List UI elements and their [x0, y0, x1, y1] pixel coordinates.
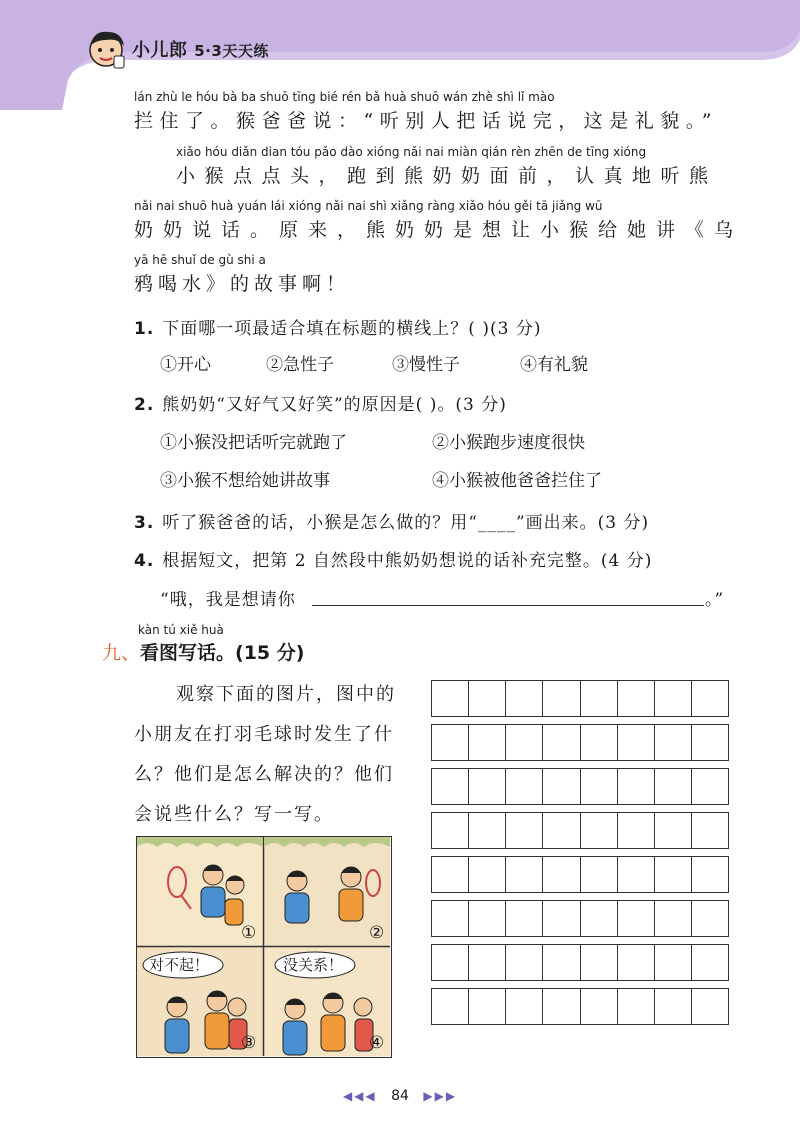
prompt-line-4: 会说些什么？写一写。	[134, 804, 334, 825]
passage-pinyin-3: nǎi nai shuō huà yuán lái xióng nǎi nai shì xiǎng ràng xiǎo hóu gěi tā jiǎng wū	[134, 199, 603, 213]
question-2	[134, 390, 507, 415]
section9-pinyin: kàn tú xiě huà	[138, 623, 224, 637]
q1-option-b[interactable]: ②急性子	[266, 355, 334, 375]
grid-row[interactable]	[431, 680, 729, 717]
page-footer	[0, 1088, 800, 1104]
page-number: 84	[391, 1088, 409, 1104]
brand-title	[132, 36, 269, 62]
q2-option-c[interactable]: ③小猴不想给她讲故事	[160, 471, 330, 491]
question-4	[134, 546, 652, 571]
panel-number-1: ①	[241, 923, 257, 943]
mascot-icon	[84, 26, 128, 74]
grid-row[interactable]	[431, 944, 729, 981]
q4-answer-line[interactable]	[312, 605, 704, 606]
q4-fill-end: 。”	[705, 590, 725, 610]
speech-bubble-sorry: 对不起！	[149, 956, 210, 974]
question-3	[134, 508, 649, 533]
question-3-text: 听了猴爸爸的话，小猴是怎么做的？用“____”画出来。(3 分)	[162, 513, 650, 533]
prev-arrows-icon: ◀◀◀	[342, 1089, 377, 1103]
section9-title: 看图写话。(15 分)	[140, 642, 305, 664]
question-3-number: 3.	[134, 513, 155, 533]
passage-line-1: 拦住了。猴爸爸说：“听别人把话说完，这是礼貌。”	[134, 110, 718, 132]
question-1-number: 1.	[134, 319, 155, 339]
prompt-line-3: 么？他们是怎么解决的？他们	[134, 764, 394, 785]
question-2-text: 熊奶奶“又好气又好笑”的原因是( )。(3 分)	[162, 395, 507, 415]
next-arrows-icon: ▶▶▶	[423, 1089, 458, 1103]
q4-fill-start: “哦，我是想请你	[160, 590, 296, 610]
brand-logo	[84, 26, 294, 76]
prompt-line-2: 小朋友在打羽毛球时发生了什	[134, 724, 394, 745]
brand-name: 小儿郎	[132, 40, 188, 61]
q1-option-a[interactable]: ①开心	[160, 355, 211, 375]
passage-pinyin-1: lán zhù le hóu bà ba shuō tīng bié rén bǎ huà shuō wán zhè shì lǐ mào	[134, 90, 555, 104]
prompt-line-1: 观察下面的图片，图中的	[176, 684, 396, 705]
panel-number-2: ②	[369, 923, 385, 943]
question-1	[134, 314, 541, 339]
passage-pinyin-2: xiǎo hóu diǎn dian tóu pǎo dào xióng nǎi nai miàn qián rèn zhēn de tīng xióng	[176, 145, 647, 159]
grid-row[interactable]	[431, 724, 729, 761]
comic-illustration	[136, 836, 392, 1058]
passage-line-4: 鸦喝水》的故事啊！	[134, 273, 351, 295]
section9-number: 九、	[102, 642, 141, 664]
q1-option-c[interactable]: ③慢性子	[392, 355, 460, 375]
passage-line-2: 小猴点点头，跑到熊奶奶面前，认真地听熊	[176, 165, 718, 187]
question-4-text: 根据短文，把第 2 自然段中熊奶奶想说的话补充完整。(4 分)	[162, 551, 653, 571]
comic-drawing	[137, 837, 390, 1056]
question-2-number: 2.	[134, 395, 155, 415]
grid-row[interactable]	[431, 900, 729, 937]
panel-number-3: ③	[241, 1033, 257, 1053]
q2-option-b[interactable]: ②小猴跑步速度很快	[432, 433, 585, 453]
section9-heading	[102, 638, 304, 665]
grid-row[interactable]	[431, 988, 729, 1025]
speech-bubble-never-mind: 没关系！	[283, 956, 344, 974]
q2-option-a[interactable]: ①小猴没把话听完就跑了	[160, 433, 347, 453]
writing-grid[interactable]	[431, 680, 729, 1032]
grid-row[interactable]	[431, 768, 729, 805]
passage-line-3: 奶奶说话。原来，熊奶奶是想让小猴给她讲《乌	[134, 219, 744, 241]
passage-pinyin-4: yā hē shuǐ de gù shi a	[134, 253, 266, 267]
question-4-number: 4.	[134, 551, 155, 571]
grid-row[interactable]	[431, 812, 729, 849]
panel-number-4: ④	[369, 1033, 385, 1053]
grid-row[interactable]	[431, 856, 729, 893]
q2-option-d[interactable]: ④小猴被他爸爸拦住了	[432, 471, 602, 491]
brand-series: 5·3天天练	[194, 42, 269, 60]
q1-option-d[interactable]: ④有礼貌	[520, 355, 588, 375]
question-1-text: 下面哪一项最适合填在标题的横线上？( )(3 分)	[162, 319, 542, 339]
